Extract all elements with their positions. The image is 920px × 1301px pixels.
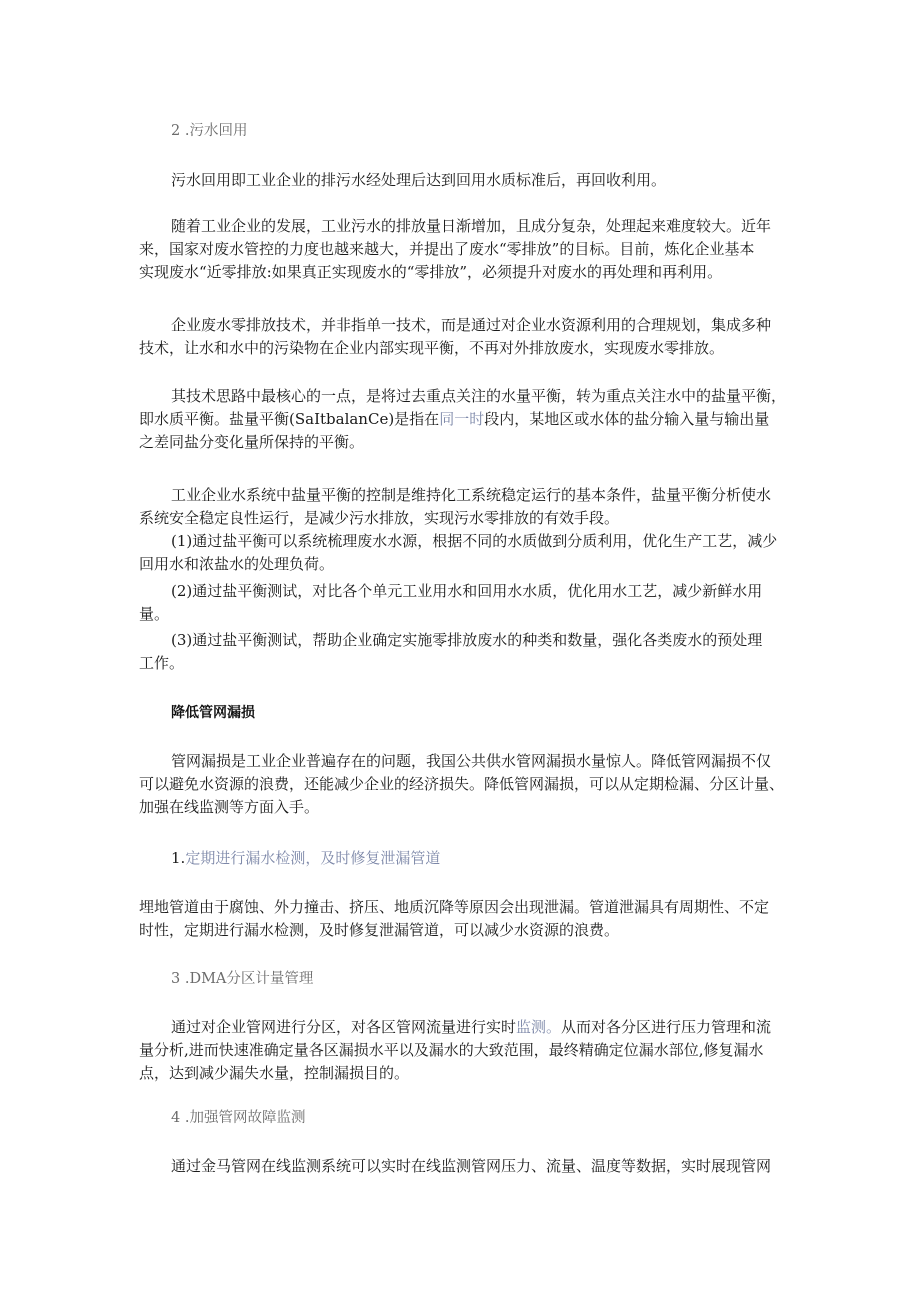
text-line: 实现废水“近零排放:如果真正实现废水的“零排放”，必须提升对废水的再处理和再利用。 bbox=[139, 263, 723, 281]
text-line: 随着工业企业的发展，工业污水的排放量日渐增加，且成分复杂，处理起来难度较大。近年 bbox=[171, 217, 772, 235]
paragraph-salt-balance bbox=[139, 385, 785, 454]
subheading-fault-monitoring: 4 .加强管网故障监测 bbox=[171, 1110, 306, 1126]
text-line: 技术，让水和水中的污染物在企业内部实现平衡，不再对外排放废水，实现废水零排放。 bbox=[139, 339, 725, 357]
text-line: 企业废水零排放技术，并非指单一技术，而是通过对企业水资源利用的合理规划，集成多种 bbox=[171, 316, 772, 334]
text-line: 工作。 bbox=[139, 654, 185, 672]
text-line: 工业企业水系统中盐量平衡的控制是维持化工系统稳定运行的基本条件，盐量平衡分析使水 bbox=[171, 486, 772, 504]
text-line: (3)通过盐平衡测试，帮助企业确定实施零排放废水的种类和数量，强化各类废水的预处理 bbox=[171, 631, 763, 649]
paragraph-pipe-leakage bbox=[139, 750, 785, 819]
paragraph-reuse-definition: 污水回用即工业企业的排污水经处理后达到回用水质标准后，再回收利用。 bbox=[171, 171, 667, 189]
highlighted-term: 同一时 bbox=[439, 410, 485, 428]
paragraph-online-monitoring: 通过金马管网在线监测系统可以实时在线监测管网压力、流量、温度等数据，实时展现管网 bbox=[171, 1157, 772, 1175]
list-item-2 bbox=[139, 580, 785, 626]
text-line: 时性，定期进行漏水检测，及时修复泄漏管道，可以减少水资源的浪费。 bbox=[139, 921, 620, 939]
subheading-leak-detection bbox=[171, 847, 817, 870]
subheading-number: 1. bbox=[171, 849, 186, 867]
heading-wastewater-reuse: 2 .污水回用 bbox=[171, 123, 248, 139]
highlighted-term: 监测。 bbox=[516, 1018, 562, 1036]
text-line: 加强在线监测等方面入手。 bbox=[139, 798, 320, 816]
text-line: 之差同盐分变化量所保持的平衡。 bbox=[139, 433, 365, 451]
text-line: 回用水和浓盐水的处理负荷。 bbox=[139, 555, 335, 573]
paragraph-zero-discharge-goal bbox=[139, 215, 785, 284]
text-line: 可以避免水资源的浪费，还能减少企业的经济损失。降低管网漏损，可以从定期检漏、分区计量、 bbox=[139, 775, 785, 793]
paragraph-buried-pipe-leaks bbox=[139, 896, 785, 942]
subheading-dma-metering: 3 .DMA分区计量管理 bbox=[171, 971, 314, 987]
list-item-3 bbox=[139, 629, 785, 675]
paragraph-salt-balance-control bbox=[139, 484, 785, 530]
text-line: 即水质平衡。盐量平衡(SaItbalanCe)是指在同一时段内，某地区或水体的盐分输入量与输出量 bbox=[139, 410, 770, 428]
text-line: (1)通过盐平衡可以系统梳理废水水源，根据不同的水质做到分质利用，优化生产工艺，减少 bbox=[171, 532, 778, 550]
text-line: 来，国家对废水管控的力度也越来越大，并提出了废水“零排放”的目标。目前，炼化企业基本 bbox=[139, 240, 755, 258]
subheading-text: 定期进行漏水检测，及时修复泄漏管道 bbox=[185, 849, 441, 867]
list-item-1 bbox=[139, 530, 785, 576]
text-line: (2)通过盐平衡测试，对比各个单元工业用水和回用水水质，优化用水工艺，减少新鲜水用 bbox=[171, 582, 763, 600]
text-line: 管网漏损是工业企业普遍存在的问题，我国公共供水管网漏损水量惊人。降低管网漏损不仅 bbox=[171, 752, 772, 770]
paragraph-zero-discharge-technology bbox=[139, 314, 785, 360]
text-line: 量。 bbox=[139, 605, 170, 623]
text-line: 系统安全稳定良性运行，是减少污水排放，实现污水零排放的有效手段。 bbox=[139, 509, 620, 527]
text-line: 埋地管道由于腐蚀、外力撞击、挤压、地质沉降等原因会出现泄漏。管道泄漏具有周期性、不定 bbox=[139, 898, 770, 916]
paragraph-dma-partitioning bbox=[139, 1016, 785, 1085]
section-title-leakage: 降低管网漏损 bbox=[171, 705, 255, 721]
text-line: 其技术思路中最核心的一点，是将过去重点关注的水量平衡，转为重点关注水中的盐量平衡， bbox=[171, 387, 787, 405]
text-line: 通过对企业管网进行分区，对各区管网流量进行实时监测。从而对各分区进行压力管理和流 bbox=[171, 1018, 772, 1036]
text-line: 量分析,进而快速准确定量各区漏损水平以及漏水的大致范围，最终精确定位漏水部位,修复漏水 bbox=[139, 1041, 764, 1059]
text-line: 点，达到减少漏失水量，控制漏损目的。 bbox=[139, 1064, 410, 1082]
